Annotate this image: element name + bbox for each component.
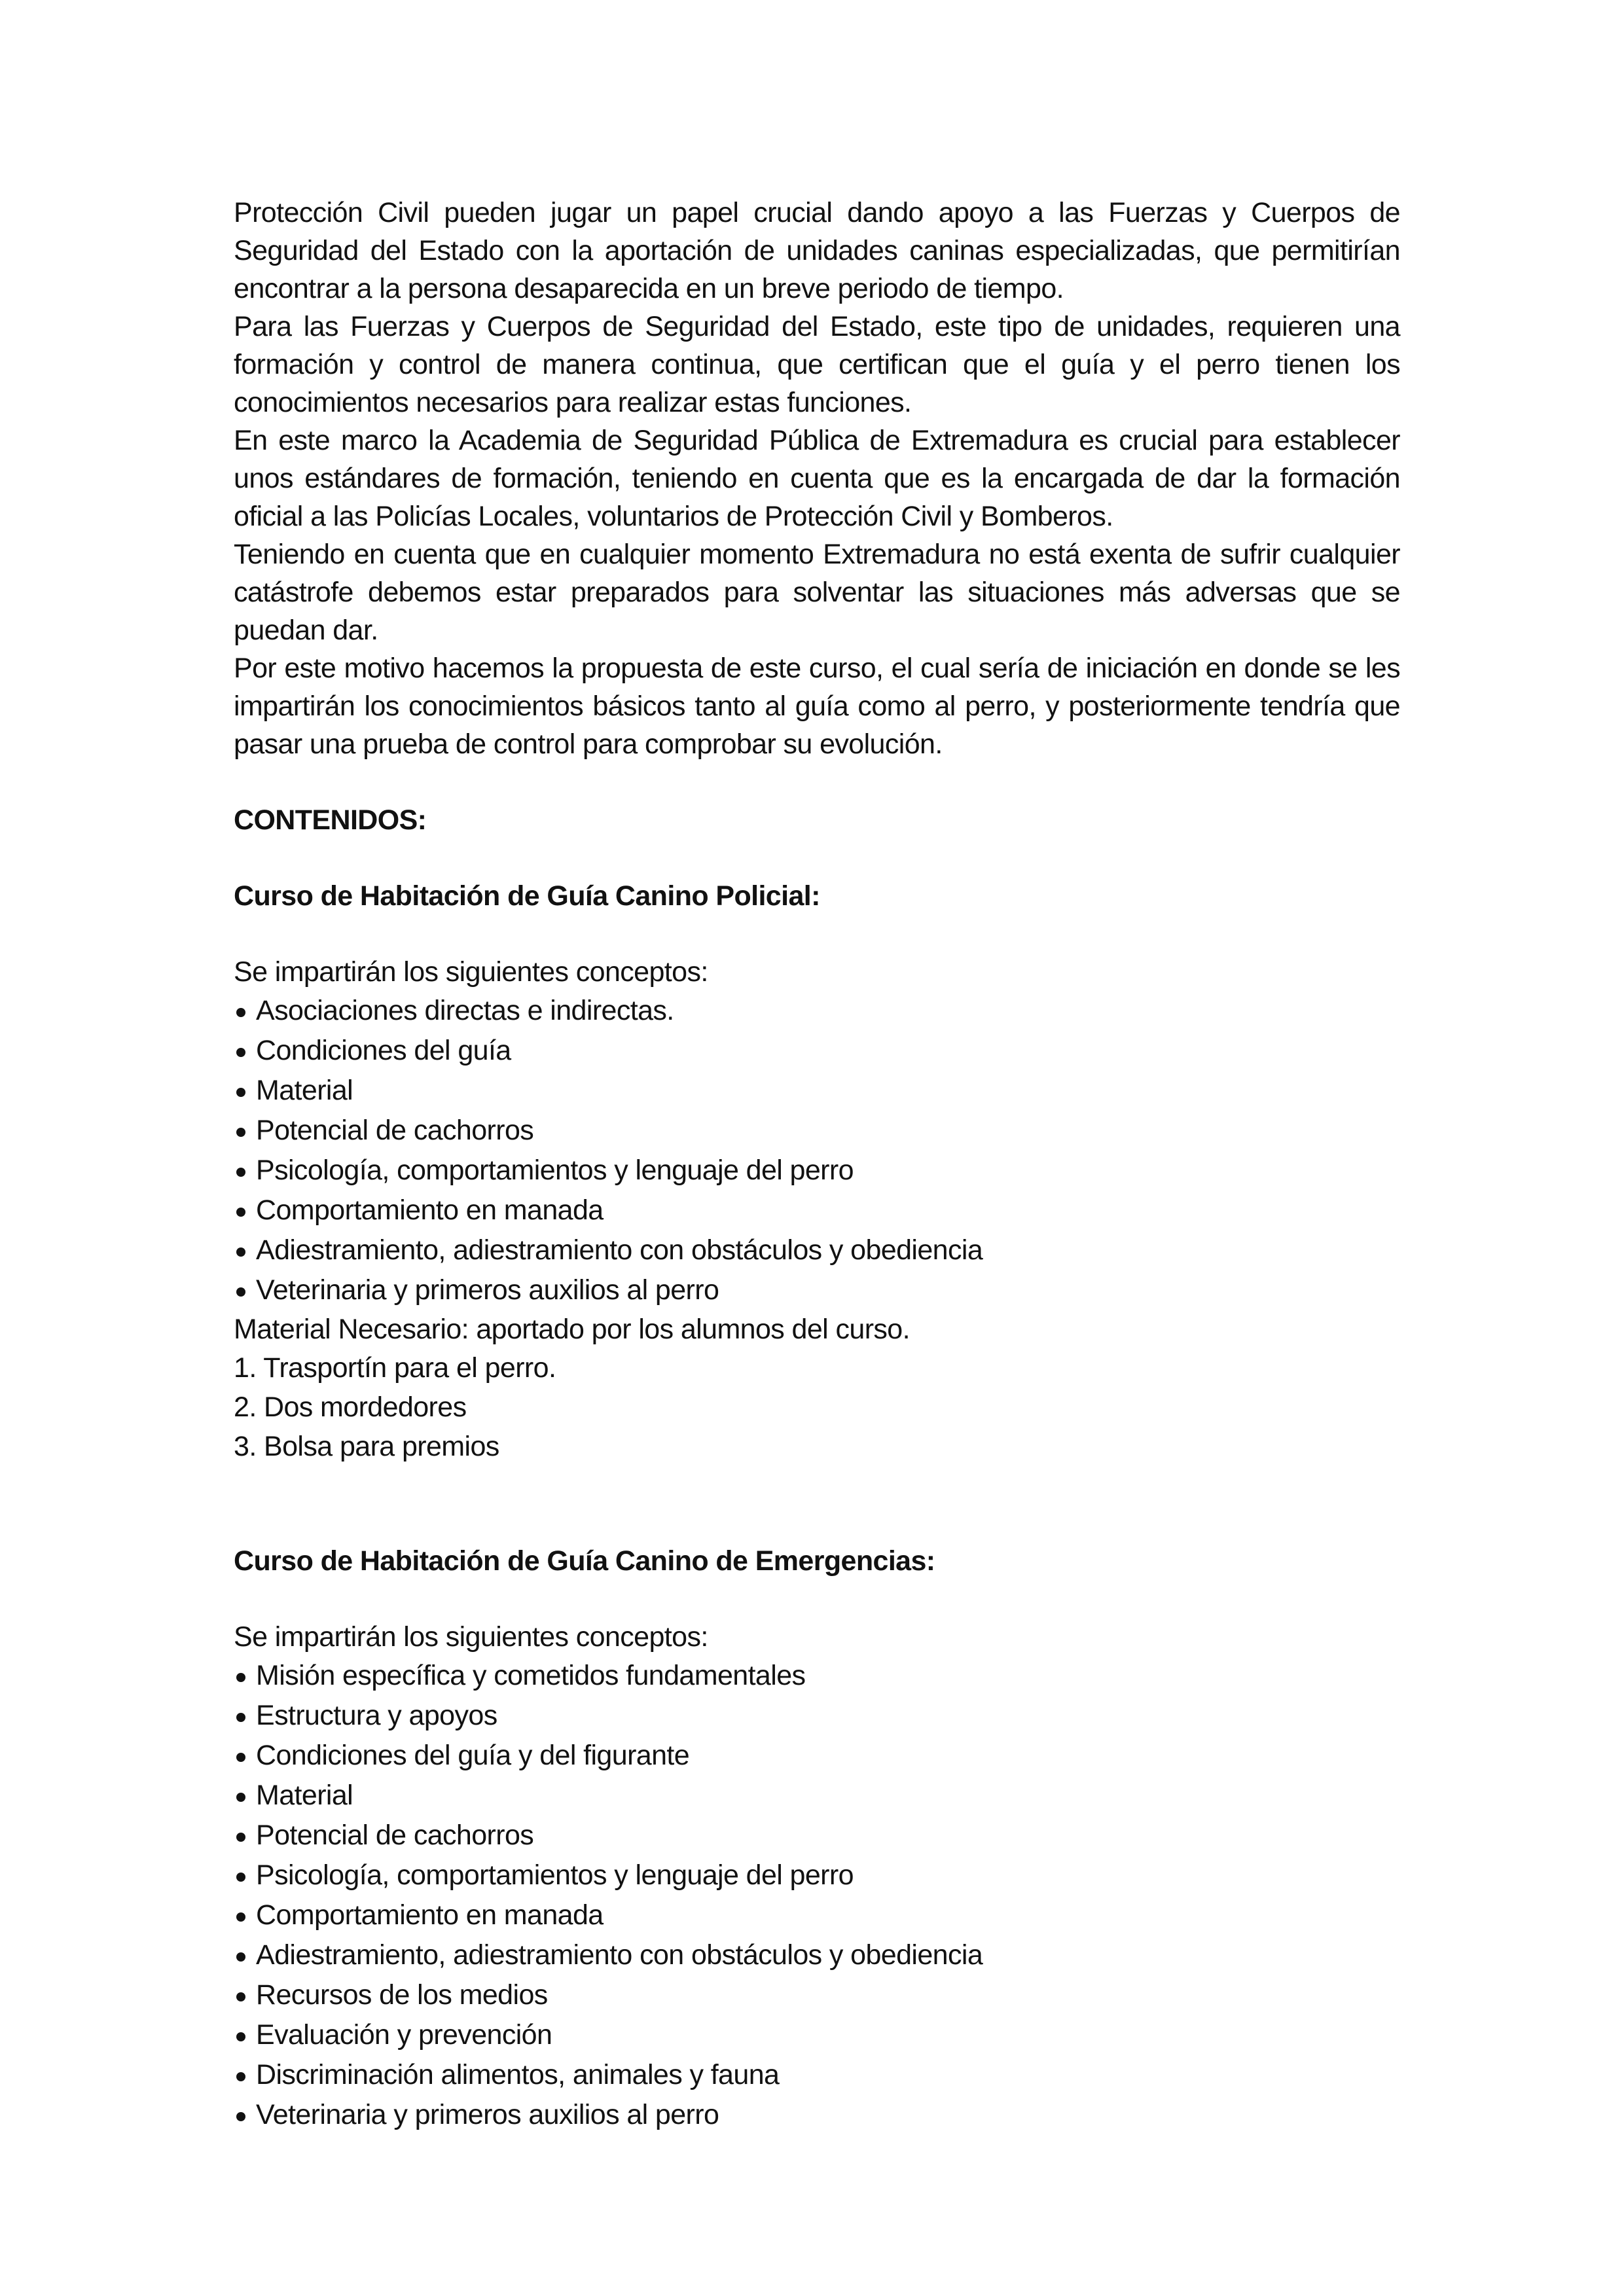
bullet-icon <box>236 1048 245 1057</box>
bullet-icon <box>236 1992 245 2001</box>
bullet-icon <box>236 1287 245 1297</box>
list-item-text: Trasportín para el perro. <box>263 1352 556 1384</box>
list-item <box>234 1975 1400 2015</box>
list-item <box>234 1776 1400 1816</box>
list-item <box>234 1230 1400 1270</box>
course-police-concepts-list <box>234 991 1400 1310</box>
list-item <box>234 2095 1400 2135</box>
list-item-text: Comportamiento en manada <box>256 1194 604 1226</box>
bullet-icon <box>236 1833 245 1842</box>
list-item-number: 2. <box>234 1391 257 1423</box>
bullet-icon <box>236 1912 245 1922</box>
spacer <box>234 915 1400 953</box>
material-needed-label: Material Necesario: aportado por los alumnos del curso. <box>234 1314 910 1345</box>
list-item-text: Comportamiento en manada <box>256 1899 604 1931</box>
list-item-text: Condiciones del guía <box>256 1035 511 1066</box>
bullet-icon <box>236 1753 245 1762</box>
document-page <box>234 194 1400 2135</box>
list-item <box>234 1270 1400 1310</box>
list-item <box>234 1348 1400 1388</box>
list-item <box>234 1111 1400 1151</box>
list-item-text: Psicología, comportamientos y lenguaje del perro <box>256 1859 854 1891</box>
list-item <box>234 2015 1400 2055</box>
bullet-icon <box>236 1673 245 1682</box>
bullet-icon <box>236 2072 245 2081</box>
list-item-number: 1. <box>234 1352 257 1384</box>
course-emergency-concepts-list <box>234 1656 1400 2135</box>
list-item <box>234 1736 1400 1776</box>
list-item <box>234 1696 1400 1736</box>
list-item-text: Veterinaria y primeros auxilios al perro <box>256 2099 719 2130</box>
list-item-text: Misión específica y cometidos fundamentales <box>256 1660 806 1691</box>
course-police-intro: Se impartirán los siguientes conceptos: <box>234 956 708 988</box>
material-needed-list <box>234 1348 1400 1466</box>
list-item-text: Adiestramiento, adiestramiento con obstáculos y obediencia <box>256 1234 983 1266</box>
list-item-text: Discriminación alimentos, animales y fauna <box>256 2059 780 2090</box>
bullet-icon <box>236 2112 245 2121</box>
list-item-text: Dos mordedores <box>264 1391 467 1423</box>
course-emergency-intro: Se impartirán los siguientes conceptos: <box>234 1621 708 1653</box>
spacer <box>234 1466 1400 1542</box>
list-item <box>234 1816 1400 1856</box>
spacer <box>234 839 1400 877</box>
spacer <box>234 1580 1400 1618</box>
list-item <box>234 1895 1400 1935</box>
list-item <box>234 1151 1400 1191</box>
course-police-section <box>234 877 1400 1466</box>
list-item-text: Condiciones del guía y del figurante <box>256 1740 690 1771</box>
list-item <box>234 1071 1400 1111</box>
list-item-number: 3. <box>234 1431 257 1462</box>
bullet-icon <box>236 1168 245 1177</box>
intro-paragraph: Para las Fuerzas y Cuerpos de Seguridad del Estado, este tipo de unidades, requieren una formación y control de manera continua, que certifican que el guía y el perro tienen los conocimientos necesarios para realizar estas funciones. <box>234 311 1400 418</box>
list-item-text: Estructura y apoyos <box>256 1700 497 1731</box>
contents-heading: CONTENIDOS: <box>234 804 427 836</box>
course-police-title: Curso de Habitación de Guía Canino Policial: <box>234 880 820 912</box>
intro-paragraph: Por este motivo hacemos la propuesta de este curso, el cual sería de iniciación en donde se les impartirán los conocimientos básicos tanto al guía como al perro, y posteriormente tendría que pasar una prueba de control para comprobar su evolución. <box>234 653 1400 760</box>
course-emergency-title: Curso de Habitación de Guía Canino de Emergencias: <box>234 1545 935 1577</box>
list-item <box>234 1856 1400 1895</box>
list-item-text: Evaluación y prevención <box>256 2019 552 2051</box>
list-item <box>234 1935 1400 1975</box>
list-item-text: Adiestramiento, adiestramiento con obstáculos y obediencia <box>256 1939 983 1971</box>
bullet-icon <box>236 1952 245 1962</box>
bullet-icon <box>236 1008 245 1017</box>
bullet-icon <box>236 1208 245 1217</box>
intro-section <box>234 194 1400 763</box>
list-item-text: Potencial de cachorros <box>256 1820 534 1851</box>
list-item <box>234 991 1400 1031</box>
list-item <box>234 1656 1400 1696</box>
list-item-text: Bolsa para premios <box>264 1431 499 1462</box>
bullet-icon <box>236 1713 245 1722</box>
spacer <box>234 763 1400 801</box>
intro-paragraph: En este marco la Academia de Seguridad Pública de Extremadura es crucial para establecer unos estándares de formación, teniendo en cuenta que es la encargada de dar la formación oficial a las Policías Locales, voluntarios de Protección Civil y Bomberos. <box>234 425 1400 532</box>
list-item <box>234 1191 1400 1230</box>
course-emergency-section <box>234 1542 1400 2135</box>
list-item <box>234 1388 1400 1427</box>
intro-paragraph: Teniendo en cuenta que en cualquier momento Extremadura no está exenta de sufrir cualquier catástrofe debemos estar preparados para solventar las situaciones más adversas que se puedan dar. <box>234 539 1400 646</box>
list-item-text: Psicología, comportamientos y lenguaje del perro <box>256 1155 854 1186</box>
intro-paragraph: Protección Civil pueden jugar un papel crucial dando apoyo a las Fuerzas y Cuerpos de Seguridad del Estado con la aportación de unidades caninas especializadas, que permitirían encontrar a la persona desaparecida en un breve periodo de tiempo. <box>234 197 1400 304</box>
list-item-text: Potencial de cachorros <box>256 1115 534 1146</box>
list-item <box>234 2055 1400 2095</box>
bullet-icon <box>236 1873 245 1882</box>
list-item-text: Recursos de los medios <box>256 1979 548 2011</box>
list-item <box>234 1031 1400 1071</box>
bullet-icon <box>236 1793 245 1802</box>
list-item-text: Asociaciones directas e indirectas. <box>256 995 674 1026</box>
bullet-icon <box>236 1247 245 1257</box>
bullet-icon <box>236 2032 245 2041</box>
list-item-text: Material <box>256 1075 353 1106</box>
bullet-icon <box>236 1088 245 1097</box>
list-item-text: Veterinaria y primeros auxilios al perro <box>256 1274 719 1306</box>
list-item-text: Material <box>256 1780 353 1811</box>
list-item <box>234 1427 1400 1466</box>
bullet-icon <box>236 1128 245 1137</box>
